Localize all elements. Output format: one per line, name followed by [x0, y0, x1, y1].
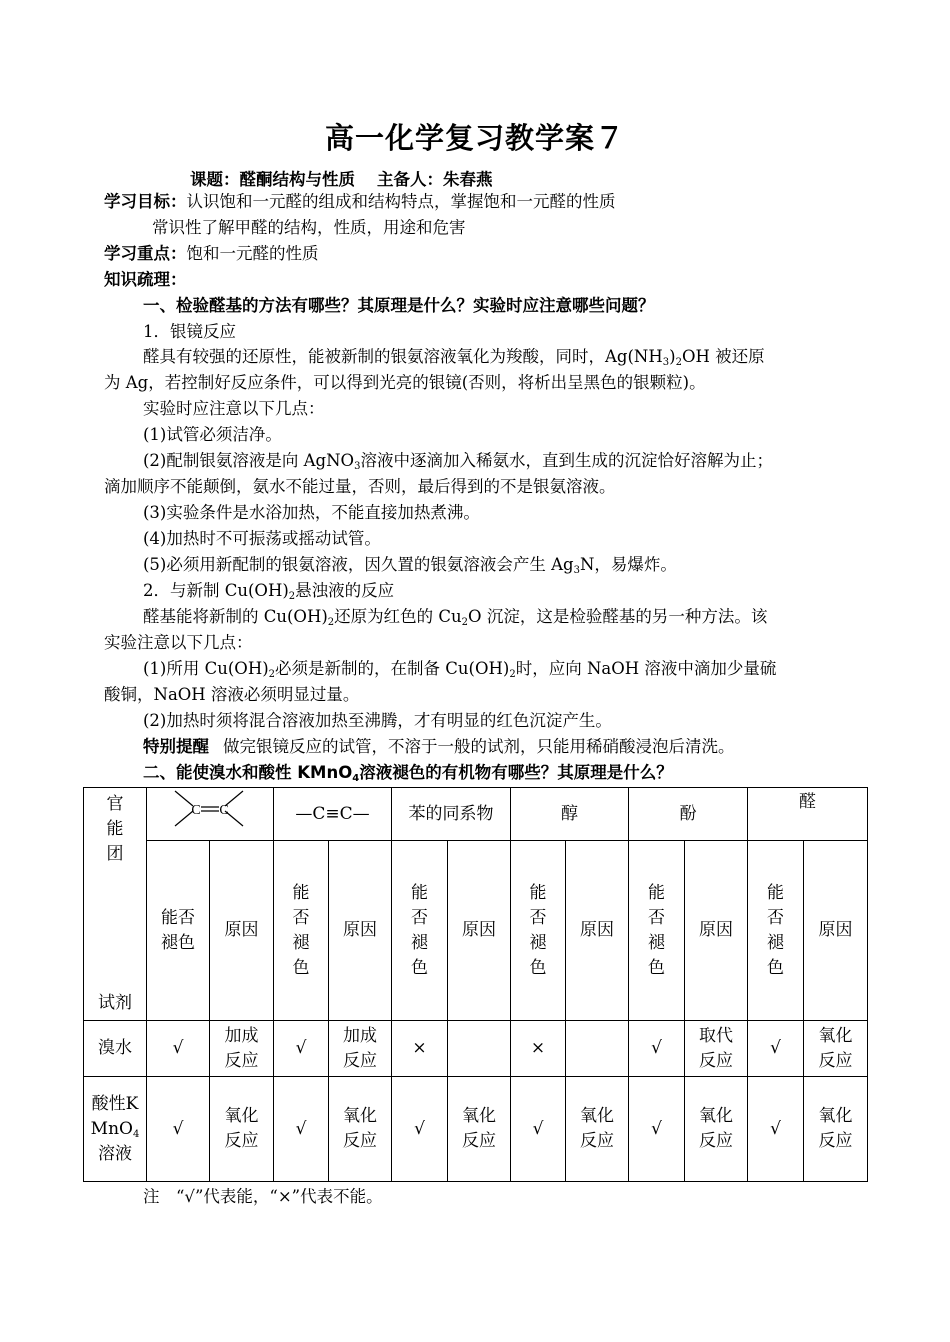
tip-line: 特别提醒 做完银镜反应的试管，不溶于一般的试剂，只能用稀硝酸浸泡后清洗。	[143, 737, 735, 756]
table-cell: √	[274, 1021, 329, 1077]
subheader-can-fade: 能否褪色	[748, 841, 804, 1021]
table-cell: √	[629, 1077, 685, 1182]
table-cell: 氧化反应	[210, 1077, 274, 1182]
subheader-reason: 原因	[448, 841, 511, 1021]
paragraph-line: 醛基能将新制的 $Cu(OH)_2$还原为红色的 $Cu_2O$ 沉淀，这是检验醛基的另一种方法。该	[143, 607, 768, 628]
subtitle	[190, 166, 493, 190]
table-cell	[566, 1021, 629, 1077]
table-cell: √	[629, 1021, 685, 1077]
section-1-title: 1．银镜反应	[143, 322, 236, 341]
group-header: 醛	[748, 788, 868, 841]
list-item: (2)加热时须将混合溶液加热至沸腾，才有明显的红色沉淀产生。	[143, 711, 612, 730]
reaction-table	[83, 787, 868, 1182]
list-item-cont: 滴加顺序不能颠倒，氨水不能过量，否则，最后得到的不是银氨溶液。	[104, 477, 616, 496]
reagent-cell: 溴水	[84, 1021, 147, 1077]
reagent-cell: 酸性KMnO$_4$溶液	[84, 1077, 147, 1182]
subheader-reason: 原因	[685, 841, 748, 1021]
table-cell: √	[147, 1077, 210, 1182]
corner-bottom: 试剂	[98, 993, 132, 1013]
table-cell: 加成反应	[329, 1021, 392, 1077]
subheader-can-fade: 能否褪色	[629, 841, 685, 1021]
table-cell: 氧化反应	[804, 1021, 868, 1077]
table-cell: 取代反应	[685, 1021, 748, 1077]
table-cell: ×	[511, 1021, 566, 1077]
table-row-kmno4	[84, 1077, 868, 1182]
table-cell: 氧化反应	[685, 1077, 748, 1182]
alkene-structure-icon	[165, 788, 255, 832]
list-item: (5)必须用新配制的银氨溶液，因久置的银氨溶液会产生 $Ag_3N$，易爆炸。	[143, 555, 677, 576]
group-header: 苯的同系物	[392, 788, 511, 841]
q1-heading: 一、检验醛基的方法有哪些？其原理是什么？实验时应注意哪些问题？	[143, 296, 655, 315]
table-cell: 氧化反应	[804, 1077, 868, 1182]
table-cell: √	[511, 1077, 566, 1182]
list-item: (4)加热时不可振荡或摇动试管。	[143, 529, 381, 548]
review-label: 知识疏理：	[104, 270, 187, 289]
atom-c2: C	[219, 803, 229, 818]
list-item: (1)所用 $Cu(OH)_2$必须是新制的，在制备 $Cu(OH)_2$时，应向 NaOH 溶液中滴加少量硫	[143, 659, 777, 680]
subheader-can-fade: 能否褪色	[511, 841, 566, 1021]
section-2-title: 2．与新制 $Cu(OH)_2$悬浊液的反应	[143, 581, 395, 602]
list-item: (2)配制银氨溶液是向 AgNO$_3$溶液中逐滴加入稀氨水，直到生成的沉淀恰好溶解为止；	[143, 451, 773, 472]
corner-top: 官能团	[106, 794, 124, 864]
focus-label: 学习重点：	[104, 244, 187, 263]
table-cell: 加成反应	[210, 1021, 274, 1077]
author: 主备人：朱春燕	[377, 170, 493, 189]
table-cell: 氧化反应	[329, 1077, 392, 1182]
topic: 课题：醛酮结构与性质	[190, 170, 355, 189]
subheader-can-fade: 能否褪色	[147, 841, 210, 1021]
paragraph-line: 实验注意以下几点：	[104, 633, 253, 652]
table-note: 注 “√”代表能，“×”代表不能。	[143, 1187, 383, 1206]
paragraph-line: 实验时应注意以下几点：	[143, 399, 325, 418]
list-item: (1)试管必须洁净。	[143, 425, 282, 444]
atom-c1: C	[191, 803, 201, 818]
subheader-reason: 原因	[329, 841, 392, 1021]
table-cell: √	[748, 1021, 804, 1077]
tip-label: 特别提醒	[143, 737, 209, 756]
subheader-can-fade: 能否褪色	[274, 841, 329, 1021]
corner-cell	[84, 788, 147, 1021]
group-header: —C≡C—	[274, 788, 392, 841]
subheader-reason: 原因	[804, 841, 868, 1021]
table-row-bromine	[84, 1021, 868, 1077]
table-cell: 氧化反应	[566, 1077, 629, 1182]
group-header: 酚	[629, 788, 748, 841]
paragraph-line: 醛具有较强的还原性，能被新制的银氨溶液氧化为羧酸，同时，$Ag(NH_3)_2OH$ 被还原	[143, 347, 765, 368]
q2-heading: 二、能使溴水和酸性 KMnO$_4$溶液褪色的有机物有哪些？其原理是什么？	[143, 763, 673, 784]
table-cell: √	[147, 1021, 210, 1077]
paragraph-line: 为 Ag，若控制好反应条件，可以得到光亮的银镜(否则，将析出呈黑色的银颗粒)。	[104, 373, 706, 392]
table-cell: 氧化反应	[448, 1077, 511, 1182]
subheader-reason: 原因	[210, 841, 274, 1021]
group-header: 醇	[511, 788, 629, 841]
objectives-line-2: 常识性了解甲醛的结构，性质，用途和危害	[152, 218, 466, 237]
objectives-line-1: 学习目标：认识饱和一元醛的组成和结构特点，掌握饱和一元醛的性质	[104, 192, 616, 211]
alkene-header	[147, 788, 274, 841]
table-cell: √	[274, 1077, 329, 1182]
subheader-reason: 原因	[566, 841, 629, 1021]
list-item-cont: 酸铜，NaOH 溶液必须明显过量。	[104, 685, 360, 704]
table-cell: ×	[392, 1021, 448, 1077]
table-cell: √	[748, 1077, 804, 1182]
focus-line: 学习重点：饱和一元醛的性质	[104, 244, 319, 263]
list-item: (3)实验条件是水浴加热，不能直接加热煮沸。	[143, 503, 480, 522]
table-cell: √	[392, 1077, 448, 1182]
table-cell	[448, 1021, 511, 1077]
page-title: 高一化学复习教学案７	[324, 121, 625, 155]
subheader-can-fade: 能否褪色	[392, 841, 448, 1021]
objectives-label: 学习目标：	[104, 192, 187, 211]
